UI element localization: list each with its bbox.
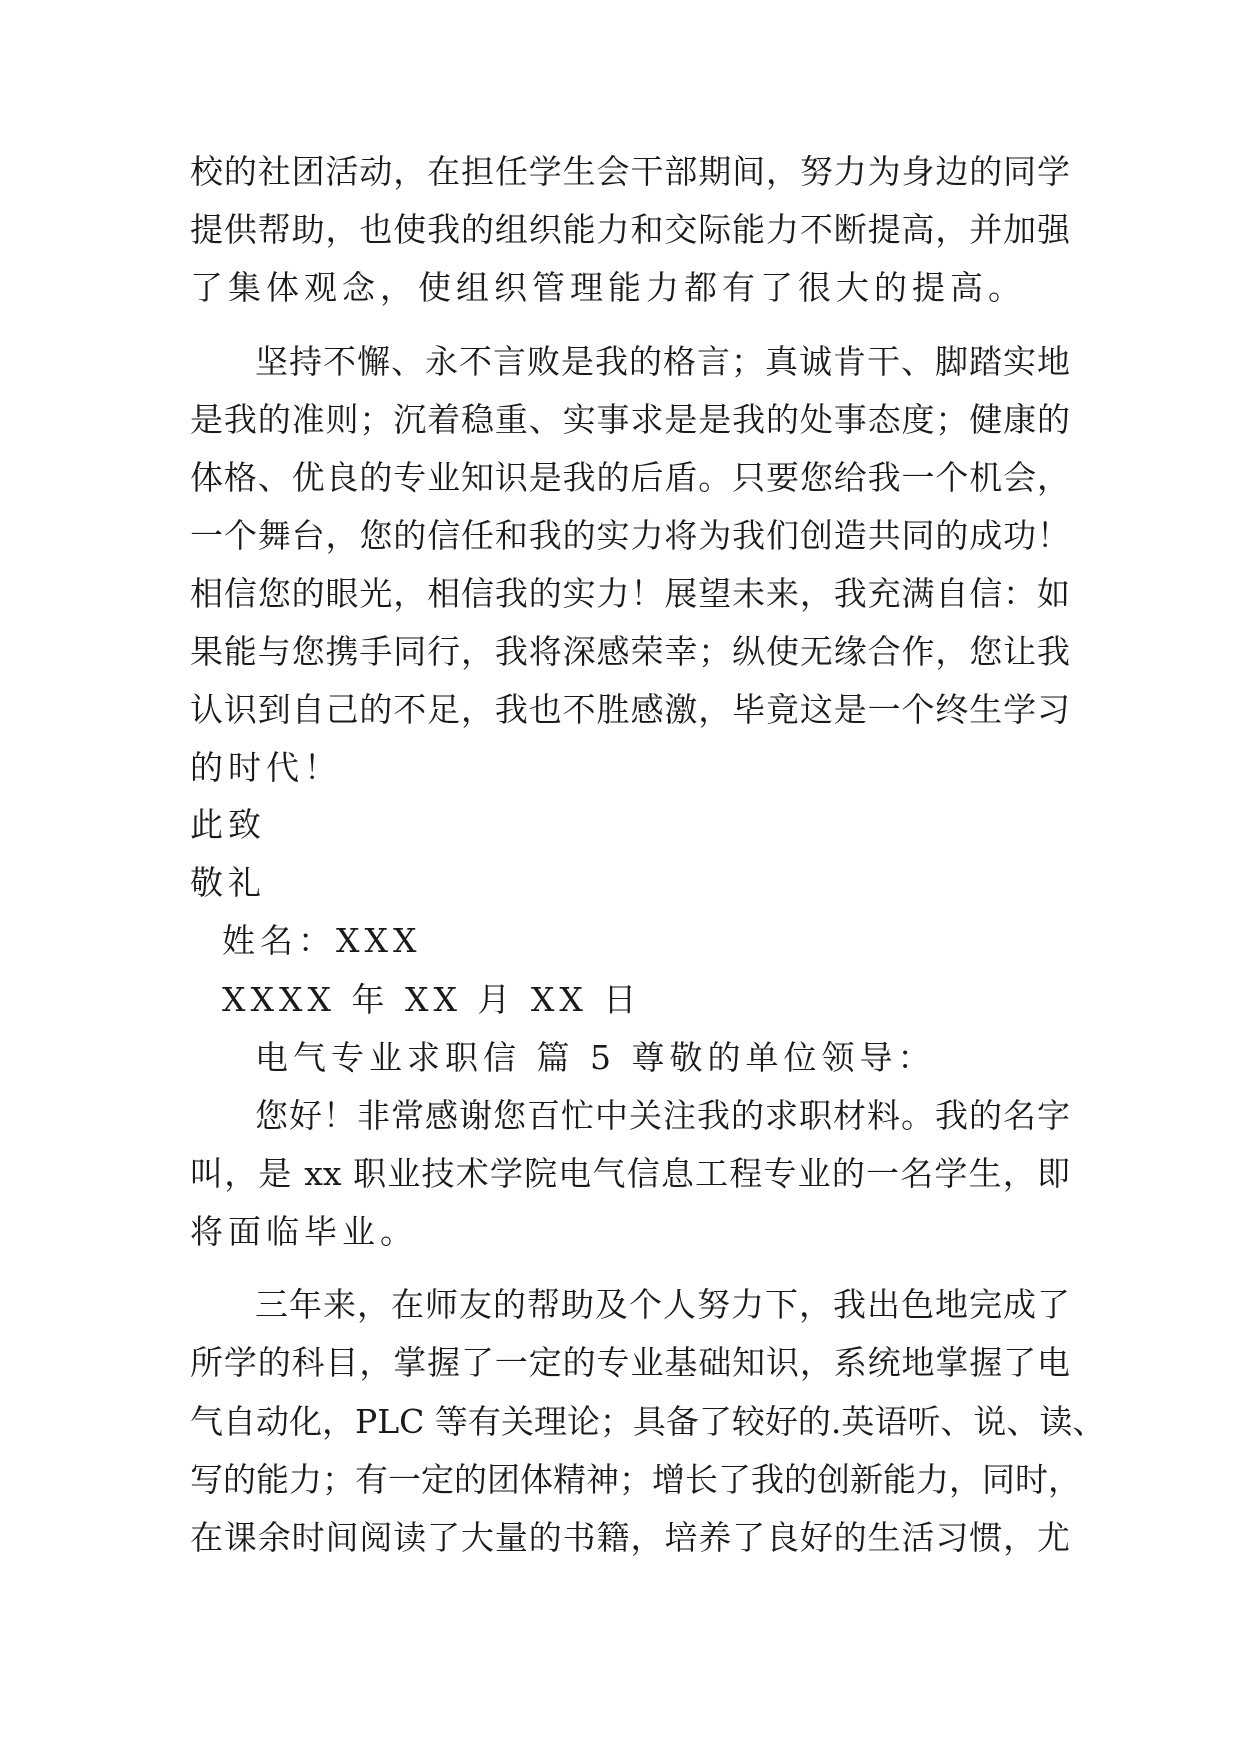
text-line: 的时代！	[190, 748, 342, 787]
text-line: 在课余时间阅读了大量的书籍，培养了良好的生活习惯，尤	[190, 1518, 1070, 1557]
text-line: 相信您的眼光，相信我的实力！展望未来，我充满自信：如	[190, 574, 1070, 613]
text-line: 一个舞台，您的信任和我的实力将为我们创造共同的成功！	[190, 516, 1070, 555]
text-line: 将面临毕业。	[190, 1212, 418, 1251]
text-line: 体格、优良的专业知识是我的后盾。只要您给我一个机会，	[190, 458, 1070, 497]
signature-date: XXXX 年 XX 月 XX 日	[222, 980, 642, 1019]
text-line: 果能与您携手同行，我将深感荣幸；纵使无缘合作，您让我	[190, 632, 1070, 671]
paragraph-first-line: 三年来，在师友的帮助及个人努力下，我出色地完成了	[255, 1285, 1070, 1324]
signature-name: 姓名：XXX	[222, 921, 422, 960]
text-line: 写的能力；有一定的团体精神；增长了我的创新能力，同时，	[190, 1460, 1081, 1499]
text-line: 是我的准则；沉着稳重、实事求是是我的处事态度；健康的	[190, 400, 1070, 439]
text-line: 提供帮助，也使我的组织能力和交际能力不断提高，并加强	[190, 210, 1070, 249]
closing-regards: 敬礼	[190, 863, 266, 902]
text-line: 所学的科目，掌握了一定的专业基础知识，系统地掌握了电	[190, 1343, 1070, 1382]
section-heading: 电气专业求职信 篇 5 尊敬的单位领导：	[255, 1038, 936, 1077]
text-line: 叫，是 xx 职业技术学院电气信息工程专业的一名学生，即	[190, 1154, 1070, 1193]
text-line: 认识到自己的不足，我也不胜感激，毕竟这是一个终生学习	[190, 690, 1070, 729]
paragraph-first-line: 坚持不懈、永不言败是我的格言；真诚肯干、脚踏实地	[255, 342, 1070, 381]
text-line: 校的社团活动，在担任学生会干部期间，努力为身边的同学	[190, 152, 1070, 191]
closing-salutation: 此致	[190, 805, 266, 844]
text-line: 气自动化，PLC 等有关理论；具备了较好的.英语听、说、读、	[190, 1402, 1106, 1441]
paragraph-first-line: 您好！非常感谢您百忙中关注我的求职材料。我的名字	[255, 1096, 1070, 1135]
text-line: 了集体观念，使组织管理能力都有了很大的提高。	[190, 268, 1026, 307]
